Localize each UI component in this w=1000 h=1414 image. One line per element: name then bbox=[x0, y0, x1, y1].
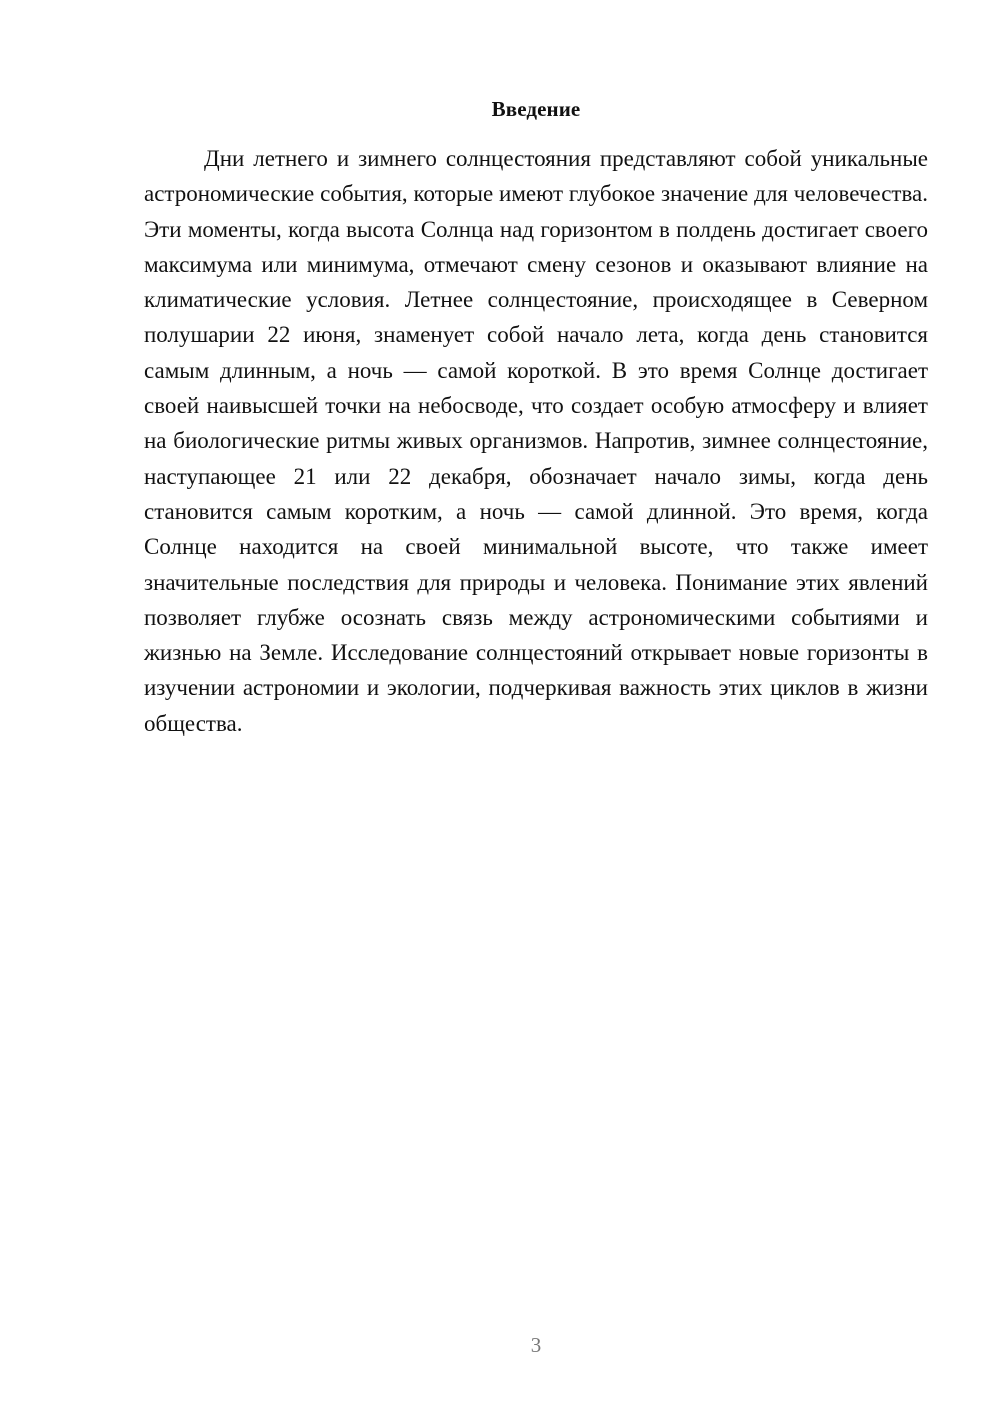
page-number: 3 bbox=[530, 1333, 542, 1357]
intro-paragraph: Дни летнего и зимнего солнцестояния представляют собой уникальные астрономические события, которые имеют глубокое значение для человечества. Эти моменты, когда высота Солнца над горизонтом в полдень достигает своего максимума или минимума, отмечают смену сезонов и оказывают влияние на климатические условия. Летнее солнцестояние, происходящее в Северном полушарии 22 июня, знаменует собой начало лета, когда день становится самым длинным, а ночь — самой короткой. В это время Солнце достигает своей наивысшей точки на небосводе, что создает особую атмосферу и влияет на биологические ритмы живых организмов. Напротив, зимнее солнцестояние, наступающее 21 или 22 декабря, обозначает начало зимы, когда день становится самым коротким, а ночь — самой длинной. Это время, когда Солнце находится на своей минимальной высоте, что также имеет значительные последствия для природы и человека. Понимание этих явлений позволяет глубже осознать связь между астрономическими событиями и жизнью на Земле. Исследование солнцестояний открывает новые горизонты в изучении астрономии и экологии, подчеркивая важность этих циклов в жизни общества. bbox=[144, 146, 928, 736]
section-heading: Введение bbox=[491, 97, 581, 121]
